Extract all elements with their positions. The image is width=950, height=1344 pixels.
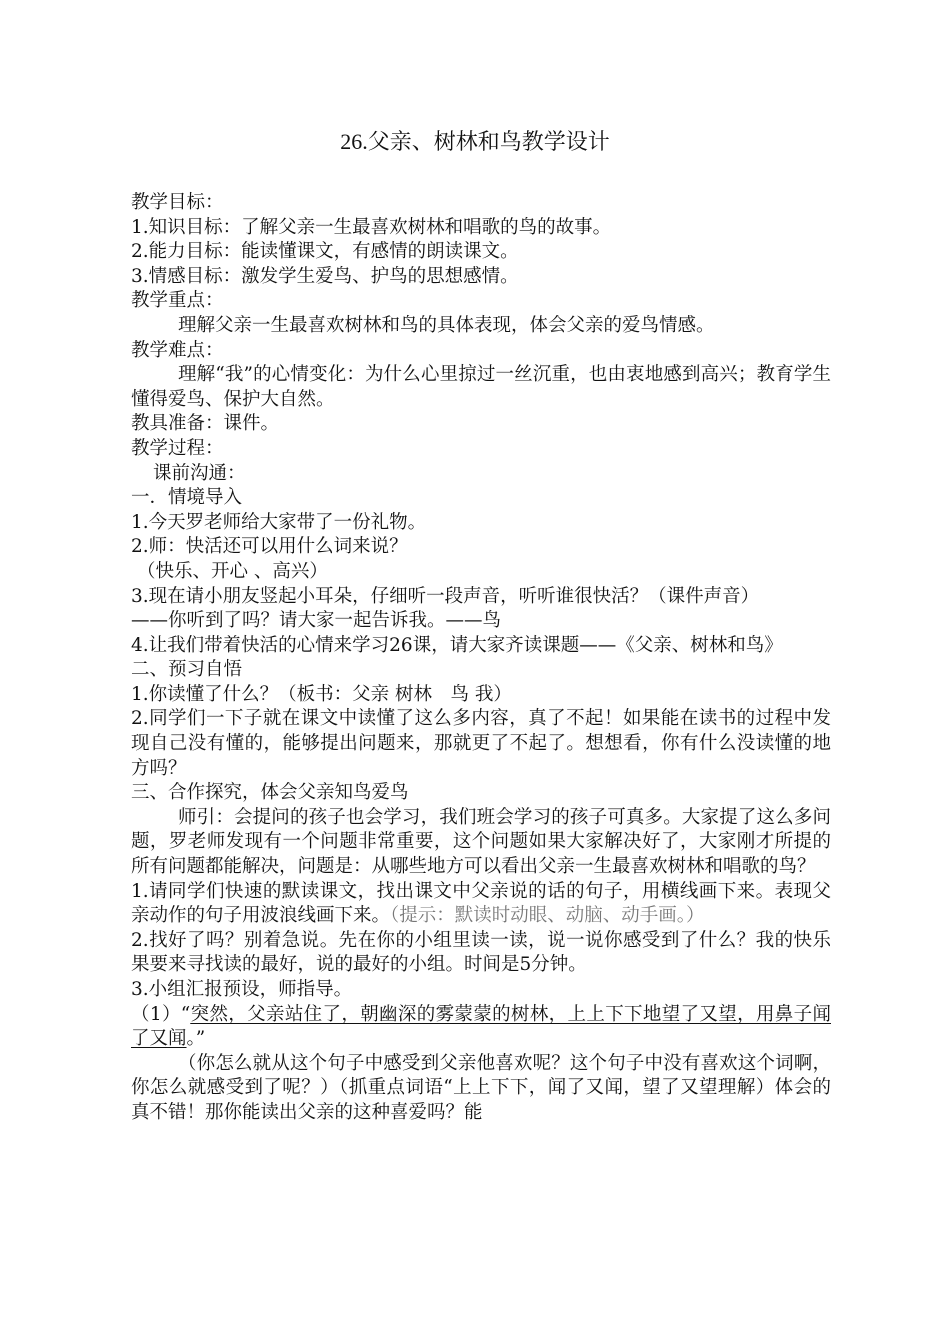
key-point-heading: 教学重点：	[131, 290, 224, 312]
section-1-line: 2.师：快活还可以用什么词来说？	[131, 536, 408, 558]
section-1-line: （快乐、开心 、高兴）	[137, 560, 328, 582]
quote-suffix: 。”	[186, 1028, 206, 1050]
goal-item: 2.能力目标：能读懂课文，有感情的朗读课文。	[131, 241, 519, 263]
difficulty-text: 理解“我”的心情变化：为什么心里掠过一丝沉重，也由衷地感到高兴；教育学生懂得爱鸟、保护大自然。	[131, 364, 831, 410]
section-3-heading: 三、合作探究，体会父亲知鸟爱鸟	[131, 782, 409, 804]
section-1-line: 3.现在请小朋友竖起小耳朵，仔细听一段声音，听听谁很快活？（课件声音）	[131, 585, 760, 607]
document-body	[131, 191, 831, 1126]
goal-item: 1.知识目标：了解父亲一生最喜欢树林和唱歌的鸟的故事。	[131, 216, 612, 238]
discussion-text: （你怎么就从这个句子中感受到父亲他喜欢呢？这个句子中没有喜欢这个词啊，你怎么就感受到了呢？）（抓重点词语“上上下下，闻了又闻，望了又望理解）体会的真不错！那你能读出父亲的这种喜爱吗？能	[131, 1052, 831, 1123]
step-1-text: 1.请同学们快速的默读课文，找出课文中父亲说的话的句子，用横线画下来。表现父亲动作的句子用波浪线画下来。	[131, 880, 831, 927]
section-2-heading: 二、预习自悟	[131, 659, 243, 681]
section-1-heading: 一．情境导入	[131, 487, 243, 509]
step-1-hint: （提示：默读时动眼、动脑、动手画。）	[390, 905, 705, 927]
quote-prefix: （1）“	[131, 1003, 191, 1025]
quote-line	[131, 1003, 831, 1052]
process-heading: 教学过程：	[131, 437, 224, 459]
section-3-step-1	[131, 880, 831, 929]
tools-line: 教具准备：课件。	[131, 413, 280, 435]
section-1-line: ——你听到了吗？请大家一起告诉我。——鸟	[131, 610, 502, 632]
goal-item: 3.情感目标：激发学生爱鸟、护鸟的思想感情。	[131, 265, 519, 287]
quote-underlined: 突然，父亲站住了，朝幽深的雾蒙蒙的树林，上上下下地望了又望，用鼻子闻了又闻	[131, 1003, 831, 1050]
section-3-intro: 师引：会提问的孩子也会学习，我们班会学习的孩子可真多。大家提了这么多问题，罗老师发现有一个问题非常重要，这个问题如果大家解决好了，大家刚才所提的所有问题都能解决，问题是：从哪些地方可以看出父亲一生最喜欢树林和唱歌的鸟？	[131, 806, 831, 878]
document-title: 26.父亲、树林和鸟教学设计	[340, 129, 610, 154]
goals-heading: 教学目标：	[131, 192, 224, 213]
section-2-line: 2.同学们一下子就在课文中读懂了这么多内容，真了不起！如果能在读书的过程中发现自己没有懂的，能够提出问题来，那就更了不起了。想想看，你有什么没读懂的地方吗？	[131, 708, 831, 779]
section-3-step-3: 3.小组汇报预设，师指导。	[131, 979, 353, 1000]
section-3-step-2: 2.找好了吗？别着急说。先在你的小组里读一读，说一说你感受到了什么？我的快乐果要来寻找读的最好，说的最好的小组。时间是5分钟。	[131, 929, 831, 976]
pre-talk: 课前沟通：	[153, 462, 246, 484]
section-1-line: 4.让我们带着快活的心情来学习26课，请大家齐读课题——《父亲、树林和鸟》	[131, 634, 783, 656]
key-point-text: 理解父亲一生最喜欢树林和鸟的具体表现，体会父亲的爱鸟情感。	[178, 314, 715, 336]
difficulty-heading: 教学难点：	[131, 339, 224, 361]
section-2-line: 1.你读懂了什么？（板书：父亲 树林 鸟 我）	[131, 683, 512, 705]
section-1-line: 1.今天罗老师给大家带了一份礼物。	[131, 511, 427, 533]
